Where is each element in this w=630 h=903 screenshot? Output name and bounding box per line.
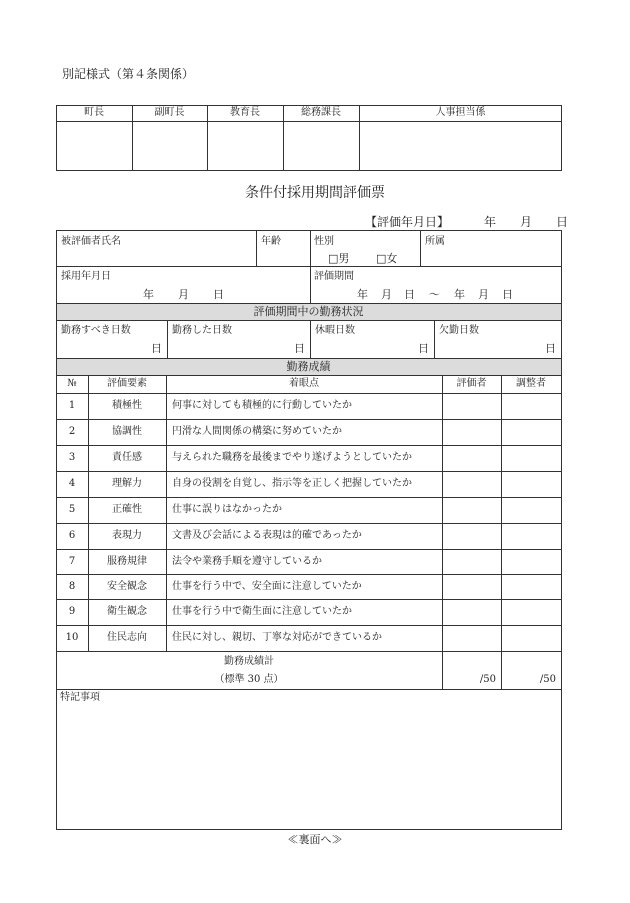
row-point: 法令や業務手順を遵守しているか bbox=[172, 555, 322, 567]
row-point: 何事に対しても積極的に行動していたか bbox=[172, 400, 352, 411]
period-tilde: ～ bbox=[429, 288, 440, 301]
row-no: 1 bbox=[68, 400, 76, 411]
male-checkbox[interactable]: □男 bbox=[328, 252, 350, 265]
row-no: 7 bbox=[68, 555, 76, 567]
page-footer: ≪裏面へ≫ bbox=[287, 833, 343, 846]
row-point: 文書及び会話による表現は的確であったか bbox=[172, 530, 362, 541]
row-point: 住民に対し、親切、丁寧な対応ができているか bbox=[172, 632, 382, 643]
required-days-label: 勤務すべき日数 bbox=[61, 325, 131, 336]
adjuster-total: /50 bbox=[539, 674, 556, 685]
row-element: 安全観念 bbox=[107, 580, 147, 592]
approval-col-general-affairs: 総務課長 bbox=[301, 107, 341, 118]
leave-days-label: 休暇日数 bbox=[315, 325, 355, 336]
hire-date-day: 日 bbox=[213, 288, 224, 301]
col-header-adjuster: 調整者 bbox=[516, 378, 546, 389]
row-element: 住民志向 bbox=[107, 632, 147, 643]
row-element: 衛生観念 bbox=[107, 606, 147, 617]
hire-date-month: 月 bbox=[178, 288, 189, 301]
row-no: 9 bbox=[68, 606, 76, 617]
hire-date-year: 年 bbox=[143, 288, 154, 301]
row-element: 正確性 bbox=[112, 504, 142, 515]
row-element: 服務規律 bbox=[107, 555, 147, 567]
row-point: 自身の役割を自覚し、指示等を正しく把握していたか bbox=[172, 478, 412, 489]
eval-date-year: 年 bbox=[484, 215, 497, 229]
absence-days-label: 欠勤日数 bbox=[439, 325, 479, 336]
period-start-year: 年 bbox=[357, 288, 368, 301]
sex-label: 性別 bbox=[314, 236, 334, 247]
period-start-month: 月 bbox=[381, 288, 392, 301]
row-point: 与えられた職務を最後までやり遂げようとしていたか bbox=[172, 452, 412, 463]
period-start-day: 日 bbox=[404, 288, 415, 301]
period-end-year: 年 bbox=[454, 288, 465, 301]
row-no: 4 bbox=[68, 478, 76, 489]
absence-days-unit: 日 bbox=[545, 342, 556, 355]
required-days-unit: 日 bbox=[151, 342, 162, 355]
approval-col-personnel: 人事担当係 bbox=[435, 107, 486, 118]
affiliation-label: 所属 bbox=[425, 236, 445, 247]
row-point: 円滑な人間関係の構築に努めていたか bbox=[172, 426, 342, 437]
worked-days-label: 勤務した日数 bbox=[172, 325, 232, 336]
row-no: 3 bbox=[68, 452, 76, 463]
period-end-day: 日 bbox=[502, 288, 513, 301]
hire-date-label: 採用年月日 bbox=[61, 271, 111, 282]
row-no: 10 bbox=[65, 632, 79, 643]
total-standard: （標準 30 点） bbox=[214, 674, 284, 685]
female-checkbox[interactable]: □女 bbox=[376, 252, 398, 265]
approval-col-superintendent: 教育長 bbox=[230, 107, 260, 118]
row-element: 理解力 bbox=[112, 478, 142, 489]
total-label: 勤務成績計 bbox=[224, 656, 274, 667]
row-no: 6 bbox=[68, 530, 76, 541]
evaluator-total: /50 bbox=[479, 674, 496, 685]
form-label: 別記様式（第４条関係） bbox=[62, 67, 195, 81]
approval-col-deputy-mayor: 副町長 bbox=[154, 107, 185, 118]
row-no: 2 bbox=[68, 426, 76, 437]
eval-date-month: 月 bbox=[520, 215, 533, 229]
eval-date-label: 【評価年月日】 bbox=[365, 215, 450, 229]
row-point: 仕事に誤りはなかったか bbox=[172, 504, 282, 515]
eval-date-day: 日 bbox=[556, 215, 569, 229]
performance-section-title: 勤務成績 bbox=[286, 360, 331, 373]
row-point: 仕事を行う中で衛生面に注意していたか bbox=[172, 606, 352, 617]
col-header-evaluator: 評価者 bbox=[456, 378, 487, 389]
row-element: 責任感 bbox=[112, 452, 142, 463]
leave-days-unit: 日 bbox=[418, 342, 429, 355]
attendance-section-title: 評価期間中の勤務状況 bbox=[253, 305, 364, 318]
remarks-label: 特記事項 bbox=[60, 692, 100, 703]
worked-days-unit: 日 bbox=[294, 342, 305, 355]
period-end-month: 月 bbox=[478, 288, 489, 301]
row-no: 8 bbox=[68, 580, 76, 592]
col-header-point: 着眼点 bbox=[289, 378, 319, 389]
row-element: 協調性 bbox=[112, 426, 142, 437]
approval-col-mayor: 町長 bbox=[84, 107, 104, 118]
row-no: 5 bbox=[68, 504, 76, 515]
period-label: 評価期間 bbox=[314, 271, 354, 282]
age-label: 年齢 bbox=[261, 236, 281, 247]
row-element: 表現力 bbox=[112, 530, 142, 541]
col-header-no: № bbox=[67, 378, 77, 389]
col-header-element: 評価要素 bbox=[107, 378, 147, 389]
row-point: 仕事を行う中で、安全面に注意していたか bbox=[172, 580, 362, 592]
row-element: 積極性 bbox=[112, 400, 142, 411]
name-label: 被評価者氏名 bbox=[61, 236, 121, 247]
page-title: 条件付採用期間評価票 bbox=[245, 185, 385, 201]
